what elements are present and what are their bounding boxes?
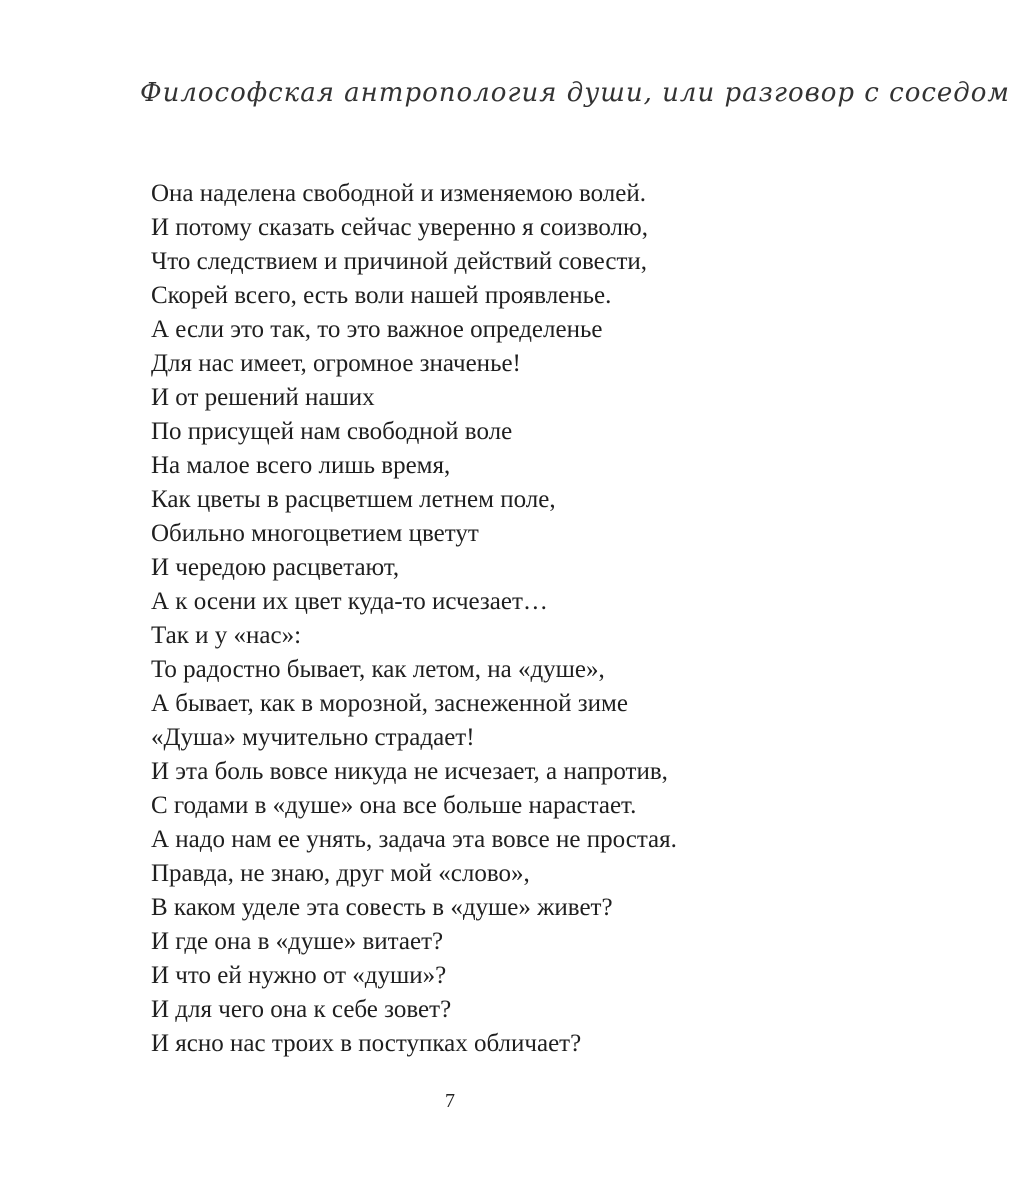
poem-text (151, 177, 851, 1061)
page-number: 7 (445, 1090, 455, 1112)
poem-line: Так и у «нас»: (151, 622, 302, 649)
running-header: Философская антропология души, или разговор с соседом (140, 78, 1010, 108)
poem-line: «Душа» мучительно страдает! (151, 724, 475, 751)
poem-line: И где она в «душе» витает? (151, 928, 444, 955)
poem-line: Скорей всего, есть воли нашей проявленье. (151, 282, 612, 309)
poem-line: А бывает, как в морозной, заснеженной зиме (151, 690, 628, 717)
poem-line: А надо нам ее унять, задача эта вовсе не простая. (151, 826, 677, 853)
poem-line: То радостно бывает, как летом, на «душе», (151, 656, 605, 683)
poem-line: И что ей нужно от «души»? (151, 962, 447, 989)
poem-line: И от решений наших (151, 384, 375, 411)
poem-line: И эта боль вовсе никуда не исчезает, а напротив, (151, 758, 668, 785)
poem-line: Обильно многоцветием цветут (151, 520, 479, 547)
poem-line: И для чего она к себе зовет? (151, 996, 452, 1023)
poem-line: Для нас имеет, огромное значенье! (151, 350, 521, 377)
poem-line: Правда, не знаю, друг мой «слово», (151, 860, 530, 887)
poem-line: На малое всего лишь время, (151, 452, 451, 479)
poem-line: И потому сказать сейчас уверенно я соизволю, (151, 214, 648, 241)
poem-line: С годами в «душе» она все больше нарастает. (151, 792, 637, 819)
poem-line: В каком уделе эта совесть в «душе» живет? (151, 894, 613, 921)
poem-line: И ясно нас троих в поступках обличает? (151, 1030, 582, 1057)
poem-line: Что следствием и причиной действий совести, (151, 248, 648, 275)
poem-line: И чередою расцветают, (151, 554, 400, 581)
poem-line: А к осени их цвет куда-то исчезает… (151, 588, 548, 615)
poem-line: По присущей нам свободной воле (151, 418, 513, 445)
poem-line: Она наделена свободной и изменяемою волей. (151, 180, 646, 207)
poem-line: Как цветы в расцветшем летнем поле, (151, 486, 556, 513)
poem-line: А если это так, то это важное определенье (151, 316, 603, 343)
